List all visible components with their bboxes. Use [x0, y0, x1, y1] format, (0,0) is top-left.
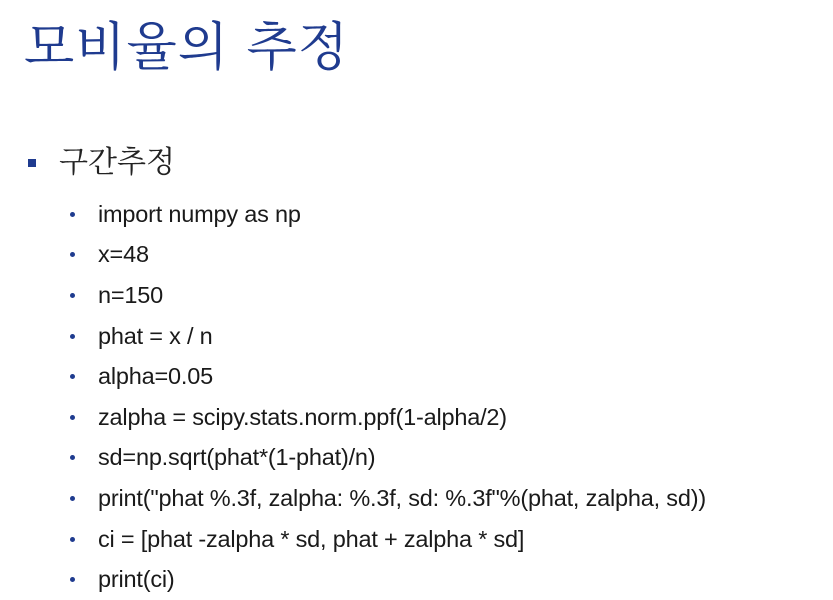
section-label: 구간추정: [59, 145, 175, 180]
code-line: print(ci): [98, 566, 175, 593]
code-line: print("phat %.3f, zalpha: %.3f, sd: %.3f"%(phat, zalpha, sd)): [98, 484, 706, 511]
dot-bullet-icon: [70, 455, 75, 460]
list-item: [70, 559, 706, 600]
dot-bullet-icon: [70, 577, 75, 582]
code-line: x=48: [98, 241, 149, 268]
list-item: [70, 397, 706, 438]
code-line: zalpha = scipy.stats.norm.ppf(1-alpha/2): [98, 403, 507, 430]
code-line: ci = [phat -zalpha * sd, phat + zalpha * sd]: [98, 525, 525, 552]
dot-bullet-icon: [70, 374, 75, 379]
dot-bullet-icon: [70, 252, 75, 257]
section-bullet: [28, 145, 175, 180]
list-item: [70, 478, 706, 519]
dot-bullet-icon: [70, 537, 75, 542]
slide-title: 모비율의 추정: [24, 18, 349, 78]
list-item: [70, 519, 706, 560]
list-item: [70, 275, 706, 316]
code-line: n=150: [98, 281, 164, 308]
code-line: phat = x / n: [98, 322, 213, 349]
code-line: import numpy as np: [98, 200, 301, 227]
dot-bullet-icon: [70, 415, 75, 420]
list-item: [70, 235, 706, 276]
square-bullet-icon: [28, 159, 36, 167]
code-line-list: [70, 194, 706, 600]
dot-bullet-icon: [70, 496, 75, 501]
list-item: [70, 438, 706, 479]
dot-bullet-icon: [70, 212, 75, 217]
code-line: alpha=0.05: [98, 363, 213, 390]
dot-bullet-icon: [70, 334, 75, 339]
list-item: [70, 316, 706, 357]
code-line: sd=np.sqrt(phat*(1-phat)/n): [98, 444, 376, 471]
dot-bullet-icon: [70, 293, 75, 298]
list-item: [70, 194, 706, 235]
list-item: [70, 356, 706, 397]
